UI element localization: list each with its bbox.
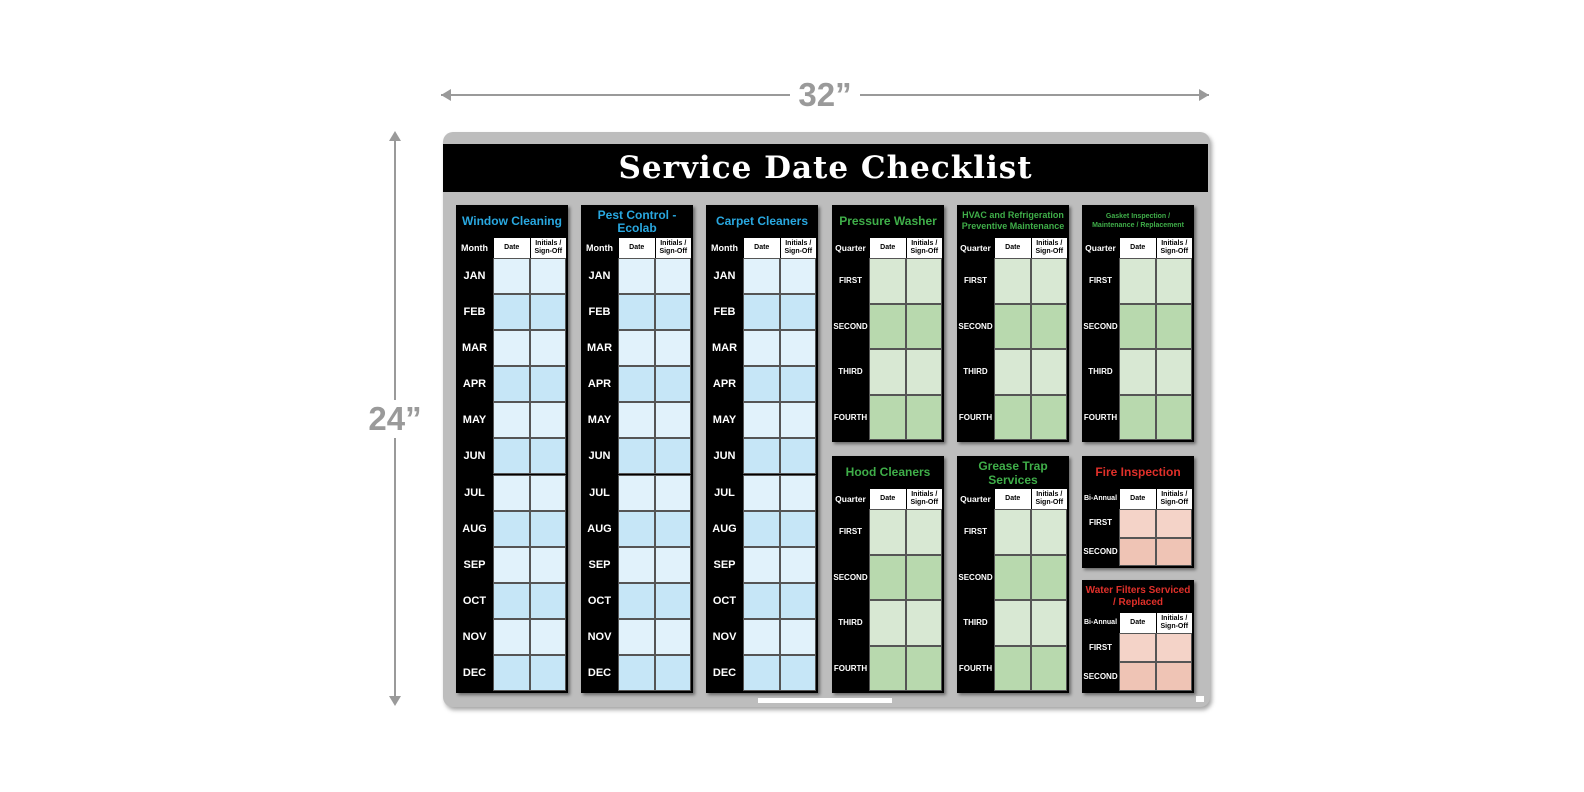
pressure-washer-panel-date-cell[interactable]	[869, 349, 906, 395]
window-cleaning-panel-row-label: NOV	[462, 630, 487, 643]
grease-trap-panel-date-cell[interactable]	[994, 600, 1031, 646]
gasket-inspection-panel-date-header: Date	[1119, 238, 1156, 258]
water-filters-panel-initials-cell[interactable]	[1156, 662, 1193, 691]
hood-cleaners-panel-date-header: Date	[869, 489, 906, 509]
carpet-cleaners-panel-initials-cell[interactable]	[780, 330, 817, 366]
carpet-cleaners-panel-row-label: MAR	[711, 342, 738, 355]
fire-inspection-panel-row-label: SECOND	[1083, 546, 1118, 556]
window-cleaning-panel-row-label: JUL	[464, 486, 485, 499]
window-cleaning-panel-date-cell[interactable]	[493, 294, 530, 330]
board-title: Service Date Checklist	[618, 150, 1033, 186]
grease-trap-panel-initials-header: Initials / Sign-Off	[1031, 489, 1068, 509]
gasket-inspection-panel-initials-cell[interactable]	[1156, 395, 1193, 441]
pest-control-panel-row-label: JUN	[588, 450, 611, 463]
window-cleaning-panel-date-cell[interactable]	[493, 258, 530, 294]
hvac-panel-initials-cell[interactable]	[1031, 258, 1068, 304]
gasket-inspection-panel-date-cell[interactable]	[1119, 304, 1156, 350]
pest-control-panel-initials-cell[interactable]	[655, 330, 692, 366]
carpet-cleaners-panel-initials-cell[interactable]	[780, 258, 817, 294]
gasket-inspection-panel-title: Gasket Inspection / Maintenance / Replacement	[1092, 213, 1184, 229]
hood-cleaners-panel-initials-cell[interactable]	[906, 509, 943, 555]
pest-control-panel-initials-cell[interactable]	[655, 583, 692, 619]
pest-control-panel-date-cell[interactable]	[618, 619, 655, 655]
fire-inspection-panel-row-label: FIRST	[1088, 518, 1113, 527]
grease-trap-panel	[957, 456, 1069, 693]
hood-cleaners-panel-initials-header: Initials / Sign-Off	[906, 489, 943, 509]
carpet-cleaners-panel-date-cell[interactable]	[743, 655, 780, 691]
pressure-washer-panel-initials-cell[interactable]	[906, 258, 943, 304]
water-filters-panel-row-label: SECOND	[1083, 672, 1118, 681]
fire-inspection-panel-initials-cell[interactable]	[1156, 538, 1193, 567]
hood-cleaners-panel-title: Hood Cleaners	[845, 465, 931, 479]
hvac-panel-row-label: FIRST	[963, 276, 988, 285]
hvac-panel-initials-cell[interactable]	[1031, 349, 1068, 395]
gasket-inspection-panel-date-cell[interactable]	[1119, 258, 1156, 304]
window-cleaning-panel-row-label: MAR	[461, 342, 488, 355]
pressure-washer-panel	[832, 205, 944, 442]
carpet-cleaners-panel-row-label: NOV	[712, 630, 737, 643]
carpet-cleaners-panel-date-cell[interactable]	[743, 438, 780, 474]
carpet-cleaners-panel-row-label: JAN	[713, 270, 736, 282]
arrow-right-icon	[1199, 89, 1209, 101]
hood-cleaners-panel-row-label: SECOND	[833, 572, 868, 582]
window-cleaning-panel-date-cell[interactable]	[493, 619, 530, 655]
hvac-panel-date-header: Date	[994, 238, 1031, 258]
carpet-cleaners-panel-initials-cell[interactable]	[780, 438, 817, 474]
hvac-panel-title: HVAC and Refrigeration Preventive Maintenance	[961, 210, 1065, 231]
window-cleaning-panel-initials-header: Initials / Sign-Off	[530, 238, 567, 258]
grease-trap-panel-date-cell[interactable]	[994, 555, 1031, 601]
carpet-cleaners-panel-row-label: SEP	[713, 558, 736, 571]
window-cleaning-panel-initials-cell[interactable]	[530, 475, 567, 511]
pest-control-panel-initials-cell[interactable]	[655, 366, 692, 402]
pest-control-panel-initials-cell[interactable]	[655, 655, 692, 691]
pest-control-panel-row-label: AUG	[587, 522, 612, 535]
pest-control-panel-initials-cell[interactable]	[655, 294, 692, 330]
window-cleaning-panel-row-label: DEC	[462, 666, 487, 679]
hood-cleaners-panel-row-header: Quarter	[835, 494, 866, 504]
width-dimension-label: 32”	[790, 76, 860, 114]
pest-control-panel-initials-cell[interactable]	[655, 619, 692, 655]
gasket-inspection-panel-row-header: Quarter	[1085, 243, 1116, 253]
hvac-panel	[957, 205, 1069, 442]
carpet-cleaners-panel-initials-cell[interactable]	[780, 475, 817, 511]
arrow-left-icon	[441, 89, 451, 101]
grease-trap-panel-initials-cell[interactable]	[1031, 555, 1068, 601]
carpet-cleaners-panel-row-label: APR	[712, 378, 737, 391]
fire-inspection-panel-initials-cell[interactable]	[1156, 509, 1193, 538]
pest-control-panel-date-cell[interactable]	[618, 402, 655, 438]
gasket-inspection-panel-initials-cell[interactable]	[1156, 349, 1193, 395]
carpet-cleaners-panel-initials-cell[interactable]	[780, 366, 817, 402]
pressure-washer-panel-initials-cell[interactable]	[906, 395, 943, 441]
hood-cleaners-panel-initials-cell[interactable]	[906, 555, 943, 601]
pest-control-panel-row-label: SEP	[588, 558, 611, 571]
pressure-washer-panel-date-cell[interactable]	[869, 395, 906, 441]
window-cleaning-panel-date-header: Date	[493, 238, 530, 258]
hvac-panel-initials-header: Initials / Sign-Off	[1031, 238, 1068, 258]
arrow-down-icon	[389, 696, 401, 706]
window-cleaning-panel-date-cell[interactable]	[493, 583, 530, 619]
window-cleaning-panel-date-cell[interactable]	[493, 366, 530, 402]
window-cleaning-panel-initials-cell[interactable]	[530, 583, 567, 619]
fire-inspection-panel-row-header: Bi-Annual	[1083, 495, 1118, 502]
pest-control-panel-row-label: APR	[587, 378, 612, 391]
carpet-cleaners-panel-row-header: Month	[711, 243, 738, 253]
grease-trap-panel-initials-cell[interactable]	[1031, 509, 1068, 555]
pressure-washer-panel-initials-header: Initials / Sign-Off	[906, 238, 943, 258]
water-filters-panel-date-cell[interactable]	[1119, 633, 1156, 662]
hood-cleaners-panel-row-label: FOURTH	[833, 663, 868, 673]
grease-trap-panel-initials-cell[interactable]	[1031, 600, 1068, 646]
fire-inspection-panel-title: Fire Inspection	[1095, 465, 1181, 479]
water-filters-panel-date-header: Date	[1119, 613, 1156, 633]
pressure-washer-panel-initials-cell[interactable]	[906, 304, 943, 350]
hvac-panel-date-cell[interactable]	[994, 395, 1031, 441]
window-cleaning-panel-row-label: FEB	[463, 306, 486, 319]
hvac-panel-row-label: SECOND	[958, 321, 993, 331]
window-cleaning-panel-initials-cell[interactable]	[530, 330, 567, 366]
hood-cleaners-panel-initials-cell[interactable]	[906, 646, 943, 692]
grease-trap-panel-title: Grease Trap Services	[978, 459, 1048, 487]
gasket-inspection-panel-row-label: THIRD	[1088, 367, 1113, 376]
pressure-washer-panel-title: Pressure Washer	[839, 214, 937, 228]
carpet-cleaners-panel-row-label: MAY	[712, 414, 737, 427]
window-cleaning-panel-initials-cell[interactable]	[530, 366, 567, 402]
gasket-inspection-panel-initials-cell[interactable]	[1156, 304, 1193, 350]
carpet-cleaners-panel-row-label: AUG	[712, 522, 737, 535]
gasket-inspection-panel-row-label: FOURTH	[1083, 412, 1118, 422]
water-filters-panel-date-cell[interactable]	[1119, 662, 1156, 691]
carpet-cleaners-panel	[706, 205, 818, 693]
window-cleaning-panel-row-label: OCT	[462, 594, 487, 607]
water-filters-panel-initials-cell[interactable]	[1156, 633, 1193, 662]
hood-cleaners-panel-date-cell[interactable]	[869, 600, 906, 646]
pressure-washer-panel-row-label: FIRST	[838, 276, 863, 285]
hood-cleaners-panel-date-cell[interactable]	[869, 555, 906, 601]
carpet-cleaners-panel-initials-cell[interactable]	[780, 583, 817, 619]
window-cleaning-panel-initials-cell[interactable]	[530, 655, 567, 691]
carpet-cleaners-panel-initials-cell[interactable]	[780, 655, 817, 691]
pest-control-panel-initials-cell[interactable]	[655, 402, 692, 438]
hvac-panel-row-label: THIRD	[963, 367, 988, 376]
corner-mark	[1196, 696, 1204, 702]
carpet-cleaners-panel-date-header: Date	[743, 238, 780, 258]
window-cleaning-panel-initials-cell[interactable]	[530, 438, 567, 474]
pressure-washer-panel-row-label: THIRD	[838, 367, 863, 376]
window-cleaning-panel-row-label: APR	[462, 378, 487, 391]
window-cleaning-panel-date-cell[interactable]	[493, 475, 530, 511]
window-cleaning-panel-row-label: SEP	[463, 558, 486, 571]
pest-control-panel-row-label: MAR	[586, 342, 613, 355]
grease-trap-panel-row-label: SECOND	[958, 572, 993, 582]
pest-control-panel-initials-header: Initials / Sign-Off	[655, 238, 692, 258]
carpet-cleaners-panel-initials-cell[interactable]	[780, 511, 817, 547]
pest-control-panel-row-label: JAN	[588, 270, 611, 282]
hood-cleaners-panel-row-label: FIRST	[838, 527, 863, 536]
window-cleaning-panel-initials-cell[interactable]	[530, 619, 567, 655]
carpet-cleaners-panel-row-label: FEB	[713, 306, 736, 319]
pressure-washer-panel-row-header: Quarter	[835, 243, 866, 253]
gasket-inspection-panel-row-label: FIRST	[1088, 276, 1113, 285]
fire-inspection-panel-date-cell[interactable]	[1119, 509, 1156, 538]
water-filters-panel-row-label: FIRST	[1088, 643, 1113, 652]
grease-trap-panel-row-header: Quarter	[960, 494, 991, 504]
carpet-cleaners-panel-row-label: OCT	[712, 594, 737, 607]
carpet-cleaners-panel-date-cell[interactable]	[743, 258, 780, 294]
window-cleaning-panel-date-cell[interactable]	[493, 330, 530, 366]
pest-control-panel-date-cell[interactable]	[618, 583, 655, 619]
pest-control-panel-date-cell[interactable]	[618, 330, 655, 366]
carpet-cleaners-panel-date-cell[interactable]	[743, 619, 780, 655]
carpet-cleaners-panel-date-cell[interactable]	[743, 511, 780, 547]
carpet-cleaners-panel-date-cell[interactable]	[743, 475, 780, 511]
window-cleaning-panel-row-label: AUG	[462, 522, 487, 535]
hood-cleaners-panel-row-label: THIRD	[838, 618, 863, 627]
pest-control-panel-date-cell[interactable]	[618, 366, 655, 402]
pressure-washer-panel-date-cell[interactable]	[869, 258, 906, 304]
water-filters-panel-initials-header: Initials / Sign-Off	[1156, 613, 1193, 633]
pest-control-panel-date-header: Date	[618, 238, 655, 258]
pest-control-panel-initials-cell[interactable]	[655, 258, 692, 294]
pest-control-panel-row-header: Month	[586, 243, 613, 253]
pest-control-panel-row-label: OCT	[587, 594, 612, 607]
pest-control-panel-date-cell[interactable]	[618, 258, 655, 294]
carpet-cleaners-panel-date-cell[interactable]	[743, 366, 780, 402]
height-dimension-label: 24”	[360, 400, 430, 438]
window-cleaning-panel-date-cell[interactable]	[493, 655, 530, 691]
pest-control-panel-row-label: FEB	[588, 306, 611, 319]
gasket-inspection-panel-date-cell[interactable]	[1119, 349, 1156, 395]
water-filters-panel	[1082, 580, 1194, 693]
hvac-panel-date-cell[interactable]	[994, 349, 1031, 395]
fire-inspection-panel-date-header: Date	[1119, 489, 1156, 509]
hvac-panel-initials-cell[interactable]	[1031, 395, 1068, 441]
window-cleaning-panel-date-cell[interactable]	[493, 511, 530, 547]
grease-trap-panel-row-label: FIRST	[963, 527, 988, 536]
carpet-cleaners-panel-date-cell[interactable]	[743, 330, 780, 366]
gasket-inspection-panel	[1082, 205, 1194, 442]
carpet-cleaners-panel-initials-cell[interactable]	[780, 402, 817, 438]
hvac-panel-date-cell[interactable]	[994, 304, 1031, 350]
pest-control-panel-date-cell[interactable]	[618, 655, 655, 691]
hvac-panel-row-header: Quarter	[960, 243, 991, 253]
water-filters-panel-row-header: Bi-Annual	[1083, 619, 1118, 626]
pest-control-panel-row-label: NOV	[587, 630, 612, 643]
carpet-cleaners-panel-row-label: JUL	[714, 486, 735, 499]
hvac-panel-date-cell[interactable]	[994, 258, 1031, 304]
hood-cleaners-panel	[832, 456, 944, 693]
grease-trap-panel-row-label: FOURTH	[958, 663, 993, 673]
grease-trap-panel-date-cell[interactable]	[994, 509, 1031, 555]
pest-control-panel-date-cell[interactable]	[618, 438, 655, 474]
pressure-washer-panel-date-header: Date	[869, 238, 906, 258]
window-cleaning-panel-initials-cell[interactable]	[530, 258, 567, 294]
gasket-inspection-panel-initials-cell[interactable]	[1156, 258, 1193, 304]
pest-control-panel-row-label: MAY	[587, 414, 612, 427]
pest-control-panel-date-cell[interactable]	[618, 547, 655, 583]
pest-control-panel-date-cell[interactable]	[618, 475, 655, 511]
grease-trap-panel-date-cell[interactable]	[994, 646, 1031, 692]
grease-trap-panel-date-header: Date	[994, 489, 1031, 509]
hood-cleaners-panel-date-cell[interactable]	[869, 509, 906, 555]
window-cleaning-panel-row-label: JAN	[463, 270, 486, 282]
arrow-up-icon	[389, 131, 401, 141]
carpet-cleaners-panel-initials-cell[interactable]	[780, 619, 817, 655]
pressure-washer-panel-row-label: SECOND	[833, 321, 868, 331]
fire-inspection-panel-initials-header: Initials / Sign-Off	[1156, 489, 1193, 509]
pest-control-panel-initials-cell[interactable]	[655, 511, 692, 547]
carpet-cleaners-panel-date-cell[interactable]	[743, 547, 780, 583]
water-filters-panel-title: Water Filters Serviced / Replaced	[1085, 585, 1191, 608]
window-cleaning-panel-initials-cell[interactable]	[530, 511, 567, 547]
pest-control-panel-initials-cell[interactable]	[655, 547, 692, 583]
window-cleaning-panel-date-cell[interactable]	[493, 402, 530, 438]
window-cleaning-panel-title: Window Cleaning	[462, 214, 562, 228]
window-cleaning-panel-date-cell[interactable]	[493, 547, 530, 583]
carpet-cleaners-panel-initials-cell[interactable]	[780, 294, 817, 330]
pest-control-panel-date-cell[interactable]	[618, 511, 655, 547]
carpet-cleaners-panel-row-label: JUN	[713, 450, 736, 463]
hvac-panel-initials-cell[interactable]	[1031, 304, 1068, 350]
window-cleaning-panel-date-cell[interactable]	[493, 438, 530, 474]
hvac-panel-row-label: FOURTH	[958, 412, 993, 422]
gasket-inspection-panel-initials-header: Initials / Sign-Off	[1156, 238, 1193, 258]
hood-cleaners-panel-date-cell[interactable]	[869, 646, 906, 692]
carpet-cleaners-panel-initials-cell[interactable]	[780, 547, 817, 583]
window-cleaning-panel-row-header: Month	[461, 243, 488, 253]
title-bar	[443, 144, 1208, 192]
window-cleaning-panel-initials-cell[interactable]	[530, 402, 567, 438]
window-cleaning-panel-initials-cell[interactable]	[530, 547, 567, 583]
pest-control-panel-initials-cell[interactable]	[655, 475, 692, 511]
pest-control-panel-initials-cell[interactable]	[655, 438, 692, 474]
grease-trap-panel-row-label: THIRD	[963, 618, 988, 627]
window-cleaning-panel	[456, 205, 568, 693]
carpet-cleaners-panel-date-cell[interactable]	[743, 294, 780, 330]
pressure-washer-panel-date-cell[interactable]	[869, 304, 906, 350]
grease-trap-panel-initials-cell[interactable]	[1031, 646, 1068, 692]
carpet-cleaners-panel-date-cell[interactable]	[743, 583, 780, 619]
fire-inspection-panel	[1082, 456, 1194, 568]
pest-control-panel	[581, 205, 693, 693]
hood-cleaners-panel-initials-cell[interactable]	[906, 600, 943, 646]
gasket-inspection-panel-row-label: SECOND	[1083, 321, 1118, 331]
fire-inspection-panel-date-cell[interactable]	[1119, 538, 1156, 567]
marker-tray	[758, 698, 892, 703]
pest-control-panel-row-label: DEC	[587, 666, 612, 679]
pest-control-panel-date-cell[interactable]	[618, 294, 655, 330]
pressure-washer-panel-initials-cell[interactable]	[906, 349, 943, 395]
window-cleaning-panel-row-label: JUN	[463, 450, 486, 463]
window-cleaning-panel-initials-cell[interactable]	[530, 294, 567, 330]
pest-control-panel-title: Pest Control - Ecolab	[597, 208, 677, 235]
carpet-cleaners-panel-initials-header: Initials / Sign-Off	[780, 238, 817, 258]
pest-control-panel-row-label: JUL	[589, 486, 610, 499]
carpet-cleaners-panel-title: Carpet Cleaners	[715, 214, 809, 228]
carpet-cleaners-panel-row-label: DEC	[712, 666, 737, 679]
pressure-washer-panel-row-label: FOURTH	[833, 412, 868, 422]
window-cleaning-panel-row-label: MAY	[462, 414, 487, 427]
carpet-cleaners-panel-date-cell[interactable]	[743, 402, 780, 438]
gasket-inspection-panel-date-cell[interactable]	[1119, 395, 1156, 441]
